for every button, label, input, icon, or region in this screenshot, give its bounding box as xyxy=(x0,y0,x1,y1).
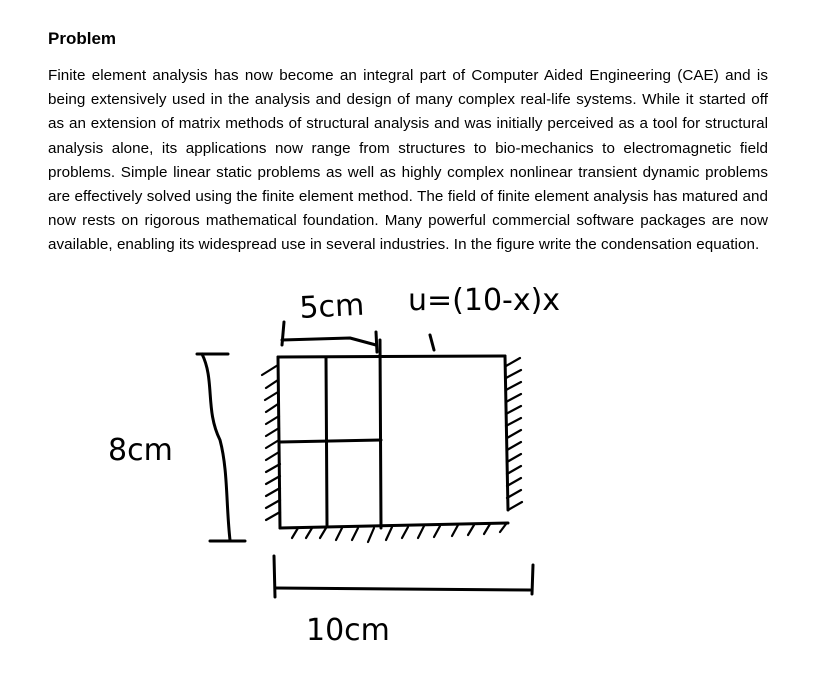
problem-paragraph: Finite element analysis has now become an integral part of Computer Aided Engineering (CAE) and is being extensively used in the analysis and design of many complex real-life systems. While it started off as an extension of matrix methods of structural analysis and was initially perceived as a tool for structural analysis alone, its applications now range from structures to bio-mechanics to electromagnetic field problems. Simple linear static problems as well as highly complex nonlinear transient dynamic problems are effectively solved using the finite element method. The field of finite element analysis has matured and now rests on rigorous mathematical foundation. Many powerful commercial software packages are now available, enabling its widespread use in several industries. In the figure write the condensation equation. xyxy=(48,67,768,254)
equation-pointer xyxy=(430,335,434,350)
mesh-rectangle xyxy=(278,340,508,528)
page-title: Problem xyxy=(48,29,117,48)
label-height: 8cm xyxy=(108,433,173,468)
label-width: 10cm xyxy=(306,613,390,648)
label-top-dimension: 5cm xyxy=(298,287,366,326)
right-wall-hatching xyxy=(506,358,522,510)
left-wall-hatching xyxy=(262,365,280,520)
width-dimension-bracket xyxy=(274,556,533,597)
height-dimension-bracket xyxy=(197,354,245,541)
label-equation: u=(10-x)x xyxy=(408,283,561,318)
bottom-wall-hatching xyxy=(292,524,506,542)
top-dimension-bracket xyxy=(282,322,377,352)
